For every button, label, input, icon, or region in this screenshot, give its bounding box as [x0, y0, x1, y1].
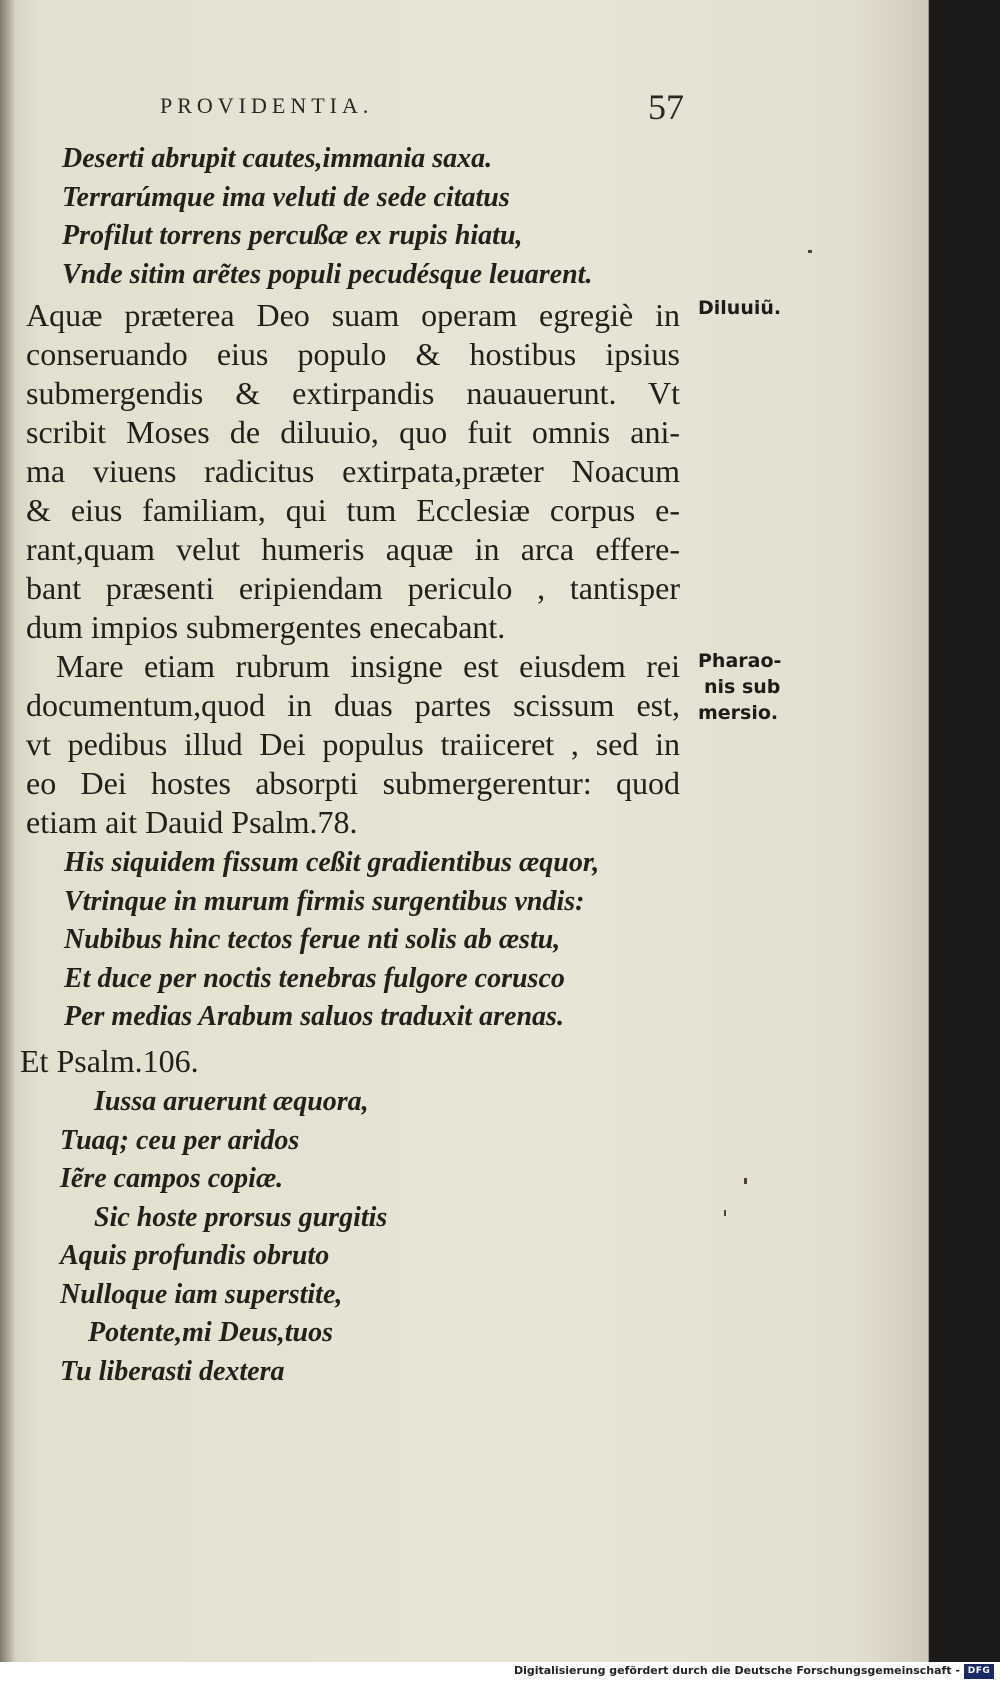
psalm-ref-line: Et Psalm.106.	[20, 1043, 199, 1079]
text-line: & eius familiam, qui tum Ecclesiæ corpus e-	[26, 492, 680, 528]
text-line: Mare etiam rubrum insigne est eiusdem rei	[56, 648, 680, 684]
verse-line: Profilut torrens percußæ ex rupis hiatu,	[62, 220, 523, 251]
verse-line: Tu liberasti dextera	[60, 1355, 285, 1387]
dfg-logo: DFG	[964, 1664, 994, 1679]
verse-line: His siquidem fissum ceßit gradientibus æquor,	[64, 847, 600, 878]
margin-note-line: nis sub	[704, 676, 781, 698]
verse-block-2	[64, 844, 599, 1037]
running-head: PROVIDENTIA.	[160, 93, 374, 118]
text-line: rant,quam velut humeris aquæ in arca effere-	[26, 531, 680, 567]
text-line: dum impios submergentes enecabant.	[26, 609, 506, 645]
text-line: ma viuens radicitus extirpata,præter Noacum	[26, 453, 680, 489]
paragraph-1	[26, 296, 680, 647]
verse-line: Tuaq; ceu per aridos	[60, 1124, 300, 1156]
verse-line: Per medias Arabum saluos traduxit arenas.	[64, 1001, 564, 1032]
verse-line: Nubibus hinc tectos ferue nti solis ab æstu,	[64, 924, 561, 955]
paragraph-2	[26, 647, 680, 842]
verse-line: Iussa aruerunt æquora,	[94, 1086, 369, 1117]
verse-line: Vnde sitim arẽtes populi pecudésque leuarent.	[62, 258, 593, 290]
text-line: vt pedibus illud Dei populus traiiceret , sed in	[26, 726, 680, 762]
text-line: etiam ait Dauid Psalm.78.	[26, 804, 358, 840]
margin-note-line: Pharao-	[698, 650, 782, 672]
margin-note-diluvium	[698, 296, 781, 321]
paper-speck	[724, 1210, 726, 1216]
verse-line: Nulloque iam superstite,	[60, 1278, 343, 1310]
verse-line: Terrarúmque ima veluti de sede citatus	[62, 181, 510, 213]
paper-speck	[744, 1178, 747, 1184]
text-line: Aquæ prætereа Deo suam operam egregiè in	[26, 297, 680, 333]
psalm-reference	[20, 1042, 199, 1080]
verse-line: Deserti abrupit cautes,immania saxa.	[62, 143, 493, 174]
text-line: conseruando eius populo & hostibus ipsius	[26, 336, 680, 372]
text-line: bant præsenti eripiendam periculo , tantisper	[26, 570, 680, 606]
paper-speck	[808, 250, 812, 253]
margin-note-pharaonis	[698, 648, 781, 726]
margin-note-line: Diluuiũ.	[698, 297, 782, 319]
verse-line: Et duce per noctis tenebras fulgore corusco	[64, 962, 565, 994]
verse-line: Iẽre campos copiæ.	[60, 1163, 284, 1194]
text-line: eo Dei hostes absorpti submergerentur: quod	[26, 765, 680, 801]
verse-block-3	[60, 1083, 387, 1391]
text-line: documentum,quod in duas partes scissum est,	[26, 687, 680, 723]
margin-note-line: mersio.	[698, 702, 779, 724]
verse-line: Sic hoste prorsus gurgitis	[94, 1201, 388, 1233]
verse-line: Aquis profundis obruto	[60, 1240, 330, 1271]
verse-line: Potente,mi Deus,tuos	[88, 1317, 334, 1348]
verse-block-1	[62, 140, 592, 294]
footer-credit: Digitalisierung gefördert durch die Deutsche Forschungsgemeinschaft -	[513, 1664, 960, 1677]
page-number: 57	[648, 87, 684, 127]
verse-line: Vtrinque in murum firmis surgentibus vndis:	[64, 885, 585, 917]
text-line: submergendis & extirpandis nauauerunt. Vt	[26, 375, 680, 411]
gutter-shadow	[0, 0, 16, 1662]
text-line: scribit Moses de diluuio, quo fuit omnis ani-	[26, 414, 680, 450]
